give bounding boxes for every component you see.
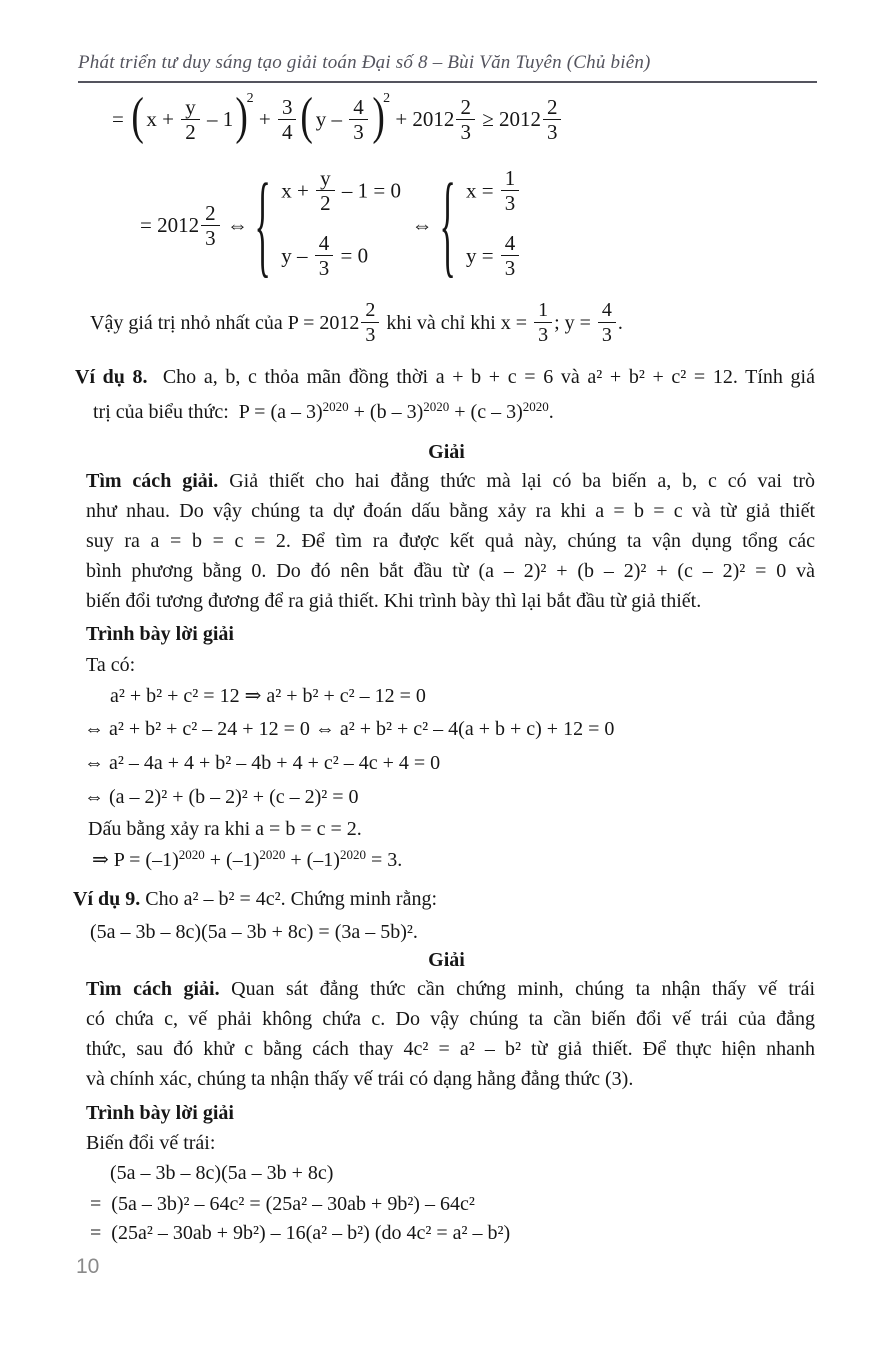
fraction xyxy=(278,95,297,144)
example9-statement-line1: Ví dụ 9. Cho a² – b² = 4c². Chứng minh rằng: xyxy=(73,888,437,910)
expansion-line-2: = (5a – 3b)² – 64c² = (25a² – 30ab + 9b²) – 64c² xyxy=(90,1193,475,1215)
min-value-conclusion: Vậy giá trị nhỏ nhất của P = 2012 $\frac{2}{3}$ khi và chỉ khi x = $\frac{1}{3}$ ; y = $\frac{4}{3}$ . xyxy=(90,299,623,346)
cases-group xyxy=(438,158,522,289)
exponent: 2020 xyxy=(178,847,205,862)
denominator: 3 xyxy=(538,324,549,346)
equality-condition-line: Dấu bằng xảy ra khi a = b = c = 2. xyxy=(88,818,362,840)
find-solution-paragraph-example9 xyxy=(86,974,815,1094)
numerator: 4 xyxy=(349,95,368,120)
running-header xyxy=(78,52,817,83)
exponent: 2 xyxy=(246,90,254,106)
solution-heading-example8: Giải xyxy=(428,441,465,463)
paragraph-line: Tìm cách giải. Quan sát đẳng thức cần chứng minh, chúng ta nhận thấy vế trái xyxy=(86,978,816,1000)
denominator: 3 xyxy=(205,225,216,250)
cases-brace: { xyxy=(439,158,456,289)
cases-row: x + $\frac{y}{2}$ – 1 = 0 xyxy=(281,166,401,215)
denominator: 3 xyxy=(365,324,376,346)
exponent: 2020 xyxy=(423,399,450,414)
fraction xyxy=(501,166,520,215)
transform-left-side-line: Biến đổi vế trái: xyxy=(86,1132,216,1154)
cases-rows xyxy=(281,168,401,282)
numerator: 2 xyxy=(456,95,475,120)
find-solution-paragraph-example8 xyxy=(86,466,815,616)
numerator: 2 xyxy=(361,298,379,323)
numerator: y xyxy=(316,166,335,191)
cases-group xyxy=(253,158,401,289)
paragraph-line: và chính xác, chúng ta nhận thấy vế trái có dạng hằng đẳng thức (3). xyxy=(86,1068,634,1090)
ta-co-line: Ta có: xyxy=(86,654,136,676)
equation-system: = 2012 $\frac{2}{3}$ ⇔ { x + $\frac{y}{2}$ – 1 = 0 y – $\frac{4}{3}$ = 0 ⇔ { x = $\frac{1}{3}$ y = $\frac{4}{3}$ xyxy=(140,170,521,284)
derivation-line-1: a² + b² + c² = 12 ⇒ a² + b² + c² – 12 = 0 xyxy=(110,685,426,707)
bold-run: Tìm cách giải. xyxy=(86,470,219,492)
exponent: 2 xyxy=(383,90,391,106)
derivation-line-2: ⇔ a² + b² + c² – 24 + 12 = 0 ⇔ a² + b² + c² – 4(a + b + c) + 12 = 0 xyxy=(84,718,615,740)
paragraph-line: có chứa c, vế phải không chứa c. Do vậy chúng ta cần biến đổi vế trái của đẳng xyxy=(86,1008,815,1030)
denominator: 3 xyxy=(546,119,558,144)
present-solution-heading-example9: Trình bày lời giải xyxy=(86,1102,234,1124)
denominator: 2 xyxy=(185,119,196,144)
present-solution-heading-example8: Trình bày lời giải xyxy=(86,623,234,645)
page-number: 10 xyxy=(76,1255,100,1278)
example9-statement-line2: (5a – 3b – 8c)(5a – 3b + 8c) = (3a – 5b)². xyxy=(90,921,418,943)
expansion-line-1: (5a – 3b – 8c)(5a – 3b + 8c) xyxy=(110,1162,334,1184)
fraction xyxy=(316,166,335,215)
bold-run: Tìm cách giải. xyxy=(86,978,220,1000)
fraction xyxy=(201,201,220,250)
paragraph-line: như nhau. Do vậy chúng ta dự đoán dấu bằng xảy ra khi a = b = c và từ giả thiết xyxy=(86,500,815,522)
numerator: 4 xyxy=(315,231,334,256)
paragraph-line: suy ra a = b = c = 2. Để tìm ra được kết quả này, chúng ta vận dụng tổng các xyxy=(86,530,815,552)
example8-statement-line2: trị của biểu thức: P = (a – 3)$^{2020}$ + (b – 3)$^{2020}$ + (c – 3)$^{2020}$. xyxy=(93,399,554,423)
denominator: 3 xyxy=(460,119,471,144)
running-header-title: Phát triển tư duy sáng tạo giải toán Đại số 8 – Bùi Văn Tuyên (Chủ biên) xyxy=(78,52,651,73)
exponent: 2020 xyxy=(259,847,286,862)
solution-heading-example9: Giải xyxy=(428,949,465,971)
derivation-line-4: ⇔ (a – 2)² + (b – 2)² + (c – 2)² = 0 xyxy=(84,786,359,808)
equation-min-expansion: = ( x + $\frac{y}{2}$ – 1)$^2$ + $\frac{3}{4}$ ( y – $\frac{4}{3}$ )$^2$ + 2012 $\frac{2}{3}$ ≥ 2012 $\frac{2}{3}$ xyxy=(112,95,563,147)
numerator: 4 xyxy=(598,298,616,323)
numerator: y xyxy=(181,95,200,120)
fraction xyxy=(501,231,520,280)
numerator: 2 xyxy=(201,201,220,226)
cases-row: y = $\frac{4}{3}$ xyxy=(466,233,521,282)
denominator: 3 xyxy=(601,324,612,346)
exponent: 2020 xyxy=(339,847,366,862)
derivation-line-3: ⇔ a² – 4a + 4 + b² – 4b + 4 + c² – 4c + 4 = 0 xyxy=(84,752,441,774)
cases-row: x = $\frac{1}{3}$ xyxy=(466,168,521,217)
cases-brace: { xyxy=(254,158,271,289)
expansion-line-3: = (25a² – 30ab + 9b²) – 16(a² – b²) (do 4c² = a² – b²) xyxy=(90,1222,511,1244)
big-open-paren: ( xyxy=(300,88,314,145)
paragraph-line: bình phương bằng 0. Do đó nên bắt đầu từ (a – 2)² + (b – 2)² + (c – 2)² = 0 và xyxy=(86,560,815,582)
paragraph-line: thức, sau đó khử c bằng cách thay 4c² = a² – b² từ giả thiết. Để thực hiện nhanh xyxy=(86,1038,815,1060)
fraction xyxy=(315,231,334,280)
fraction xyxy=(456,95,475,144)
fraction xyxy=(543,95,562,144)
result-line-p-equals-3: ⇒ $P = (-1)^{2020} + (-1)^{2020} + (-1)^{2020} = 3$. xyxy=(92,847,403,871)
numerator: 3 xyxy=(278,95,297,120)
example8-statement-line1: Ví dụ 8. Cho a, b, c thỏa mãn đồng thời a + b + c = 6 và a² + b² + c² = 12. Tính giá xyxy=(75,366,815,388)
numerator: 1 xyxy=(501,166,520,191)
cases-rows xyxy=(466,168,521,282)
fraction xyxy=(534,298,552,347)
exponent: 2020 xyxy=(322,399,349,414)
fraction xyxy=(181,95,200,144)
paragraph-line: biến đổi tương đương để ra giả thiết. Khi trình bày thì lại bắt đầu từ giả thiết. xyxy=(86,590,702,612)
denominator: 3 xyxy=(504,191,516,215)
denominator: 3 xyxy=(504,256,516,280)
big-open-paren: ( xyxy=(131,88,144,145)
fraction xyxy=(349,95,368,144)
paragraph-line: Tìm cách giải. Giả thiết cho hai đẳng thức mà lại có ba biến a, b, c có vai trò xyxy=(86,470,816,492)
big-close-paren: ) xyxy=(235,88,249,145)
bold-run: Ví dụ 9. xyxy=(73,888,141,910)
numerator: 4 xyxy=(501,231,520,256)
numerator: 1 xyxy=(534,298,552,323)
bold-run: Ví dụ 8. xyxy=(75,366,148,388)
denominator: 4 xyxy=(281,119,293,144)
numerator: 2 xyxy=(543,95,562,120)
denominator: 3 xyxy=(318,256,330,280)
big-close-paren: ) xyxy=(372,88,385,145)
cases-row: y – $\frac{4}{3}$ = 0 xyxy=(281,231,369,280)
fraction xyxy=(361,298,379,347)
fraction xyxy=(598,298,616,347)
denominator: 3 xyxy=(353,119,364,144)
denominator: 2 xyxy=(320,191,331,215)
exponent: 2020 xyxy=(522,399,549,414)
